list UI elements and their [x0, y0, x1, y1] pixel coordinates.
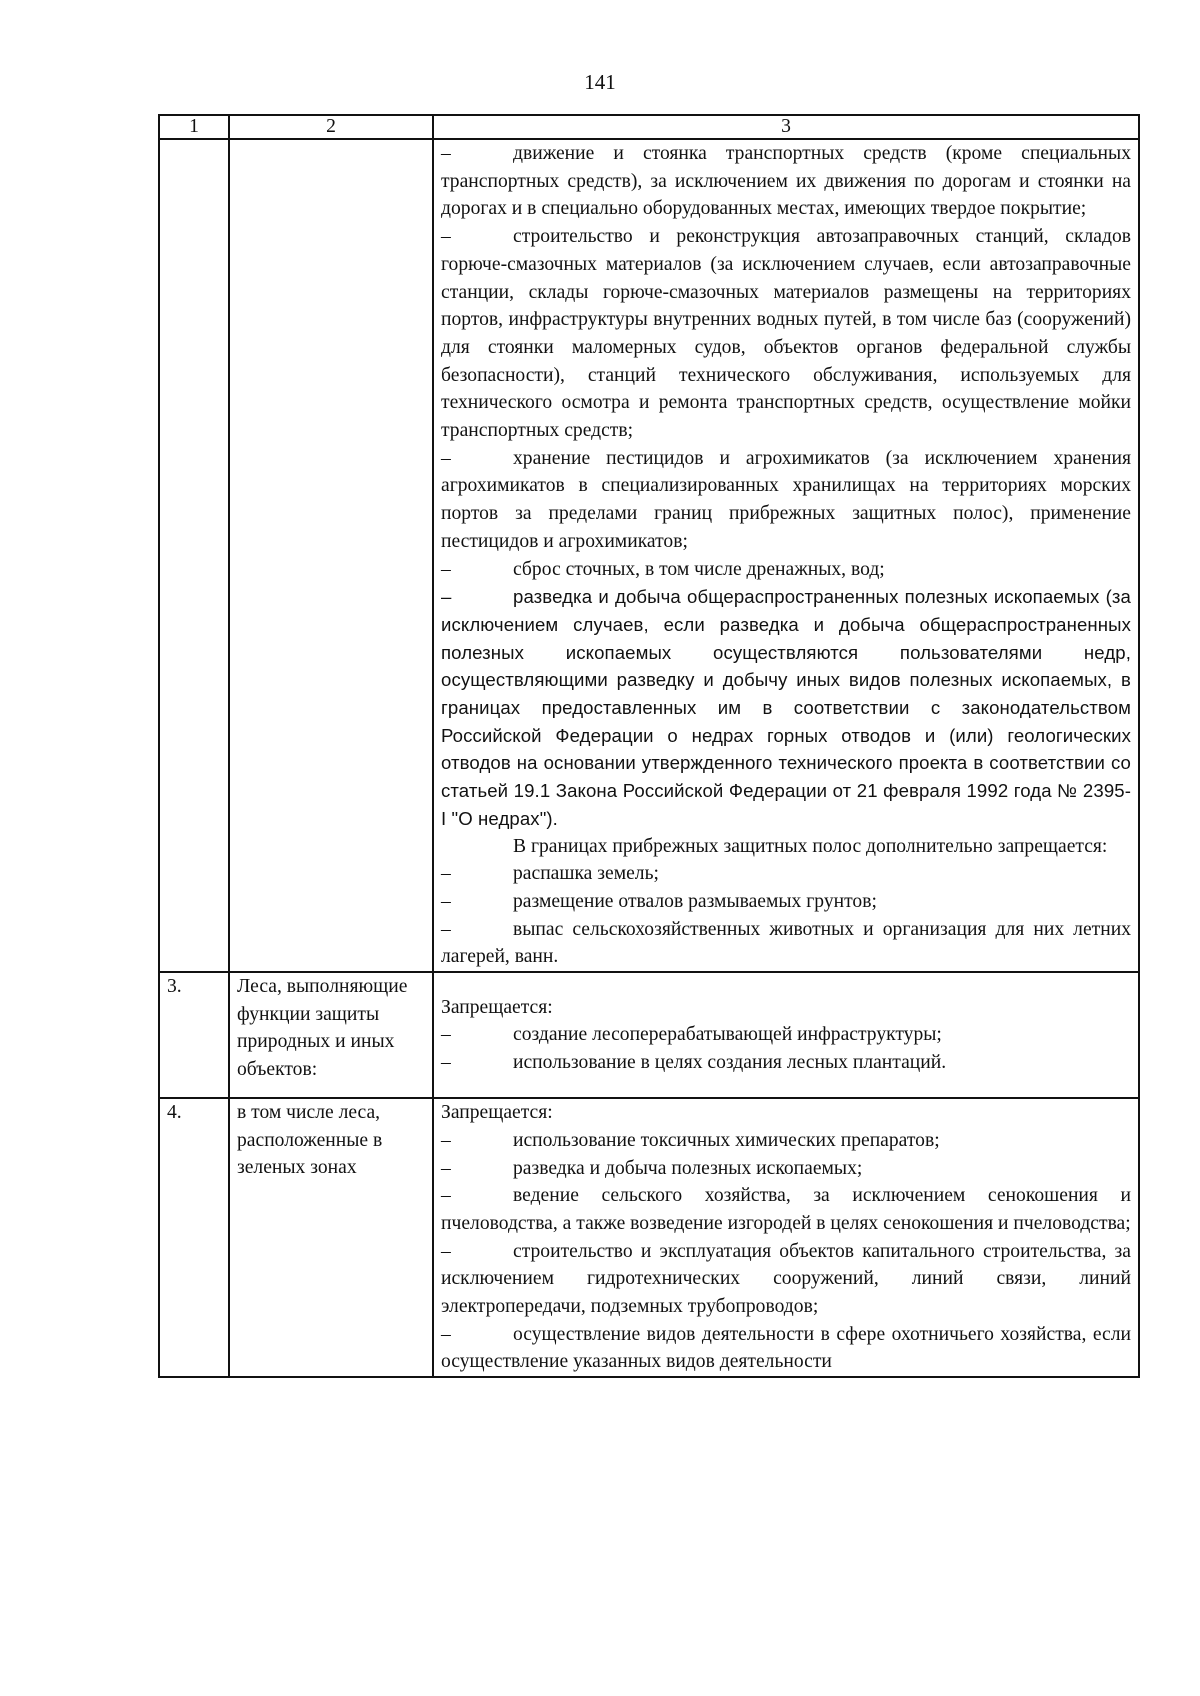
restrictions-cell	[433, 1098, 1139, 1377]
restriction-item: – разведка и добыча общераспространенных полезных ископаемых (за исключением случаев, если разведка и добыча общераспространенных полезных ископаемых осуществляются пользователями недр, осуществляющими разведку и добычу иных видов полезных ископаемых, в границах предоставленных им в соответствии с законодательством Российской Федерации о недрах горных отводов и (или) геологических отводов на основании утвержденного технического проекта в соответствии со статьей 19.1 Закона Российской Федерации от 21 февраля 1992 года № 2395-I "О недрах").	[441, 583, 1131, 832]
dash-marker: –	[441, 1240, 451, 1262]
dash-marker: –	[441, 1129, 451, 1151]
restriction-item: – разведка и добыча полезных ископаемых;	[441, 1155, 1131, 1183]
row-number	[159, 139, 229, 972]
row-name: в том числе леса, расположенные в зеленых зонах	[229, 1098, 433, 1377]
column-header-3: 3	[433, 115, 1139, 139]
table-row	[159, 972, 1139, 1098]
dash-marker: –	[441, 586, 452, 608]
section-intro: Запрещается:	[441, 996, 553, 1018]
section-intro: Запрещается:	[441, 1102, 553, 1124]
table-row	[159, 139, 1139, 972]
dash-marker: –	[441, 1323, 451, 1345]
dash-marker: –	[441, 1051, 451, 1073]
restriction-item: – использование токсичных химических препаратов;	[441, 1127, 1131, 1155]
restriction-item: – использование в целях создания лесных плантаций.	[441, 1049, 1131, 1077]
dash-marker: –	[441, 1185, 451, 1207]
restrictions-cell	[433, 972, 1139, 1098]
restriction-item: – осуществление видов деятельности в сфере охотничьего хозяйства, если осуществление указанных видов деятельности	[441, 1321, 1131, 1376]
restriction-item: – распашка земель;	[441, 860, 1131, 888]
section-intro: В границах прибрежных защитных полос дополнительно запрещается:	[513, 835, 1108, 857]
row-name: Леса, выполняющие функции защиты природных и иных объектов:	[229, 972, 433, 1098]
restriction-item: – хранение пестицидов и агрохимикатов (за исключением хранения агрохимикатов в специализированных хранилищах на территориях морских портов за пределами границ прибрежных защитных полос), применение пестицидов и агрохимикатов;	[441, 445, 1131, 556]
restrictions-cell	[433, 139, 1139, 972]
restriction-item: – движение и стоянка транспортных средств (кроме специальных транспортных средств), за исключением их движения по дорогам и стоянки на дорогах и в специально оборудованных местах, имеющих твердое покрытие;	[441, 140, 1131, 223]
column-header-2: 2	[229, 115, 433, 139]
restriction-item: – размещение отвалов размываемых грунтов;	[441, 888, 1131, 916]
restriction-item: – выпас сельскохозяйственных животных и организация для них летних лагерей, ванн.	[441, 916, 1131, 971]
dash-marker: –	[441, 918, 451, 940]
dash-marker: –	[441, 890, 451, 912]
row-name	[229, 139, 433, 972]
dash-marker: –	[441, 226, 451, 248]
dash-marker: –	[441, 863, 451, 885]
restriction-item: – строительство и эксплуатация объектов капитального строительства, за исключением гидротехнических сооружений, линий связи, линий электропередачи, подземных трубопроводов;	[441, 1238, 1131, 1321]
dash-marker: –	[441, 447, 451, 469]
dash-marker: –	[441, 1157, 451, 1179]
dash-marker: –	[441, 558, 451, 580]
row-number: 3.	[159, 972, 229, 1098]
dash-marker: –	[441, 1024, 451, 1046]
restriction-item: – сброс сточных, в том числе дренажных, вод;	[441, 556, 1131, 584]
row-number: 4.	[159, 1098, 229, 1377]
page-number: 141	[584, 70, 616, 94]
restriction-item: – ведение сельского хозяйства, за исключением сенокошения и пчеловодства, а также возведение изгородей в целях сенокошения и пчеловодства;	[441, 1182, 1131, 1237]
column-header-1: 1	[159, 115, 229, 139]
table-row	[159, 1098, 1139, 1377]
table-header-row	[159, 115, 1139, 139]
dash-marker: –	[441, 143, 451, 164]
restriction-item: – строительство и реконструкция автозаправочных станций, складов горюче-смазочных материалов (за исключением случаев, если автозаправочные станции, склады горюче-смазочных материалов размещены на территориях портов, инфраструктуры внутренних водных путей, в том числе баз (сооружений) для стоянки маломерных судов, объектов органов федеральной службы безопасности), станций технического обслуживания, используемых для технического осмотра и ремонта транспортных средств, осуществление мойки транспортных средств;	[441, 223, 1131, 445]
restriction-item: – создание лесоперерабатывающей инфраструктуры;	[441, 1021, 1131, 1049]
regulation-table	[158, 114, 1140, 1378]
